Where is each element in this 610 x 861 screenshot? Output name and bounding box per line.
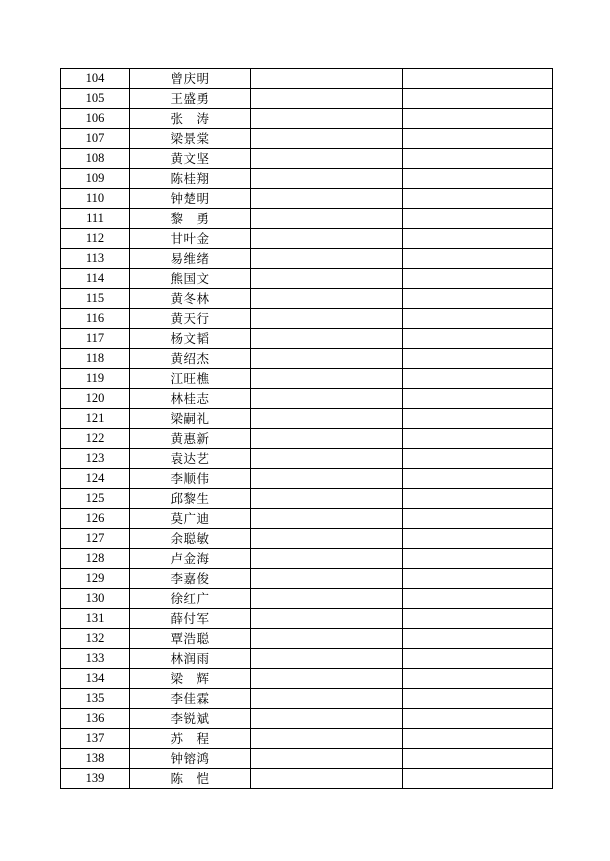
cell-blank-fourth <box>403 649 553 669</box>
cell-blank-third <box>251 269 403 289</box>
cell-blank-fourth <box>403 669 553 689</box>
cell-name: 易维绪 <box>130 249 251 269</box>
cell-sequence-number: 122 <box>61 429 130 449</box>
cell-blank-third <box>251 89 403 109</box>
table-row <box>61 509 553 529</box>
cell-name: 黄文坚 <box>130 149 251 169</box>
cell-name: 熊国文 <box>130 269 251 289</box>
table-row <box>61 89 553 109</box>
cell-name: 梁 辉 <box>130 669 251 689</box>
table-row <box>61 289 553 309</box>
cell-name: 林润雨 <box>130 649 251 669</box>
table-row <box>61 169 553 189</box>
cell-name: 梁景棠 <box>130 129 251 149</box>
table-row <box>61 409 553 429</box>
cell-blank-fourth <box>403 189 553 209</box>
table-row <box>61 69 553 89</box>
cell-sequence-number: 123 <box>61 449 130 469</box>
cell-blank-third <box>251 169 403 189</box>
cell-blank-third <box>251 609 403 629</box>
cell-sequence-number: 131 <box>61 609 130 629</box>
cell-sequence-number: 120 <box>61 389 130 409</box>
cell-sequence-number: 139 <box>61 769 130 789</box>
cell-blank-fourth <box>403 589 553 609</box>
cell-name: 钟镕鸿 <box>130 749 251 769</box>
cell-sequence-number: 117 <box>61 329 130 349</box>
table-row <box>61 229 553 249</box>
cell-blank-fourth <box>403 129 553 149</box>
cell-blank-third <box>251 569 403 589</box>
cell-sequence-number: 135 <box>61 689 130 709</box>
cell-name: 曾庆明 <box>130 69 251 89</box>
cell-sequence-number: 134 <box>61 669 130 689</box>
cell-name: 陈 恺 <box>130 769 251 789</box>
cell-name: 张 涛 <box>130 109 251 129</box>
cell-sequence-number: 106 <box>61 109 130 129</box>
cell-blank-fourth <box>403 569 553 589</box>
cell-sequence-number: 138 <box>61 749 130 769</box>
cell-name: 甘叶金 <box>130 229 251 249</box>
cell-blank-fourth <box>403 429 553 449</box>
cell-blank-fourth <box>403 609 553 629</box>
cell-blank-third <box>251 689 403 709</box>
cell-sequence-number: 105 <box>61 89 130 109</box>
cell-name: 覃浩聪 <box>130 629 251 649</box>
cell-blank-third <box>251 369 403 389</box>
cell-blank-fourth <box>403 169 553 189</box>
table-row <box>61 269 553 289</box>
cell-blank-fourth <box>403 329 553 349</box>
table-row <box>61 249 553 269</box>
cell-blank-fourth <box>403 89 553 109</box>
cell-sequence-number: 132 <box>61 629 130 649</box>
cell-blank-fourth <box>403 509 553 529</box>
cell-blank-third <box>251 409 403 429</box>
cell-blank-third <box>251 329 403 349</box>
cell-sequence-number: 116 <box>61 309 130 329</box>
cell-sequence-number: 130 <box>61 589 130 609</box>
cell-blank-third <box>251 249 403 269</box>
cell-blank-fourth <box>403 489 553 509</box>
cell-sequence-number: 124 <box>61 469 130 489</box>
cell-blank-third <box>251 649 403 669</box>
cell-name: 李嘉俊 <box>130 569 251 589</box>
cell-blank-third <box>251 629 403 649</box>
cell-sequence-number: 133 <box>61 649 130 669</box>
cell-sequence-number: 109 <box>61 169 130 189</box>
cell-name: 陈桂翔 <box>130 169 251 189</box>
table-row <box>61 609 553 629</box>
cell-blank-third <box>251 229 403 249</box>
cell-sequence-number: 126 <box>61 509 130 529</box>
table-row <box>61 149 553 169</box>
cell-name: 李佳霖 <box>130 689 251 709</box>
cell-blank-fourth <box>403 249 553 269</box>
roster-table-body <box>61 69 553 789</box>
cell-sequence-number: 107 <box>61 129 130 149</box>
cell-blank-third <box>251 209 403 229</box>
cell-name: 李锐斌 <box>130 709 251 729</box>
cell-sequence-number: 111 <box>61 209 130 229</box>
table-row <box>61 769 553 789</box>
cell-sequence-number: 112 <box>61 229 130 249</box>
cell-blank-third <box>251 189 403 209</box>
table-row <box>61 429 553 449</box>
cell-name: 杨文韬 <box>130 329 251 349</box>
cell-blank-third <box>251 429 403 449</box>
cell-blank-fourth <box>403 729 553 749</box>
cell-sequence-number: 114 <box>61 269 130 289</box>
cell-blank-third <box>251 289 403 309</box>
cell-blank-third <box>251 349 403 369</box>
cell-blank-third <box>251 129 403 149</box>
cell-sequence-number: 136 <box>61 709 130 729</box>
cell-blank-fourth <box>403 769 553 789</box>
cell-blank-third <box>251 549 403 569</box>
cell-blank-fourth <box>403 629 553 649</box>
table-row <box>61 209 553 229</box>
cell-sequence-number: 137 <box>61 729 130 749</box>
cell-blank-third <box>251 769 403 789</box>
cell-name: 徐红广 <box>130 589 251 609</box>
roster-table-container <box>60 68 550 789</box>
cell-blank-third <box>251 469 403 489</box>
cell-sequence-number: 104 <box>61 69 130 89</box>
table-row <box>61 709 553 729</box>
cell-blank-fourth <box>403 689 553 709</box>
table-row <box>61 669 553 689</box>
cell-blank-fourth <box>403 209 553 229</box>
cell-name: 林桂志 <box>130 389 251 409</box>
cell-blank-fourth <box>403 69 553 89</box>
cell-blank-third <box>251 309 403 329</box>
cell-blank-fourth <box>403 349 553 369</box>
cell-name: 薛付军 <box>130 609 251 629</box>
cell-sequence-number: 115 <box>61 289 130 309</box>
table-row <box>61 549 553 569</box>
cell-blank-fourth <box>403 269 553 289</box>
cell-blank-third <box>251 729 403 749</box>
cell-sequence-number: 129 <box>61 569 130 589</box>
table-row <box>61 729 553 749</box>
table-row <box>61 369 553 389</box>
cell-blank-fourth <box>403 709 553 729</box>
cell-name: 黄绍杰 <box>130 349 251 369</box>
table-row <box>61 349 553 369</box>
cell-name: 邱黎生 <box>130 489 251 509</box>
cell-name: 黎 勇 <box>130 209 251 229</box>
cell-blank-third <box>251 489 403 509</box>
cell-name: 黄惠新 <box>130 429 251 449</box>
cell-name: 莫广迪 <box>130 509 251 529</box>
cell-blank-third <box>251 669 403 689</box>
roster-table <box>60 68 553 789</box>
cell-name: 黄天行 <box>130 309 251 329</box>
cell-sequence-number: 125 <box>61 489 130 509</box>
cell-blank-fourth <box>403 369 553 389</box>
cell-name: 李顺伟 <box>130 469 251 489</box>
cell-name: 梁嗣礼 <box>130 409 251 429</box>
cell-sequence-number: 113 <box>61 249 130 269</box>
cell-name: 袁达艺 <box>130 449 251 469</box>
cell-blank-third <box>251 509 403 529</box>
table-row <box>61 109 553 129</box>
cell-blank-fourth <box>403 449 553 469</box>
cell-name: 钟楚明 <box>130 189 251 209</box>
cell-blank-third <box>251 69 403 89</box>
cell-name: 黄冬林 <box>130 289 251 309</box>
table-row <box>61 449 553 469</box>
table-row <box>61 489 553 509</box>
cell-blank-fourth <box>403 149 553 169</box>
cell-blank-fourth <box>403 389 553 409</box>
cell-blank-fourth <box>403 749 553 769</box>
cell-blank-fourth <box>403 309 553 329</box>
table-row <box>61 689 553 709</box>
cell-blank-third <box>251 749 403 769</box>
cell-blank-third <box>251 389 403 409</box>
cell-sequence-number: 127 <box>61 529 130 549</box>
table-row <box>61 309 553 329</box>
cell-blank-fourth <box>403 109 553 129</box>
cell-name: 苏 程 <box>130 729 251 749</box>
cell-blank-third <box>251 149 403 169</box>
table-row <box>61 749 553 769</box>
cell-sequence-number: 110 <box>61 189 130 209</box>
cell-blank-third <box>251 449 403 469</box>
cell-sequence-number: 121 <box>61 409 130 429</box>
cell-sequence-number: 128 <box>61 549 130 569</box>
cell-name: 卢金海 <box>130 549 251 569</box>
cell-blank-fourth <box>403 229 553 249</box>
cell-blank-fourth <box>403 409 553 429</box>
cell-blank-fourth <box>403 469 553 489</box>
cell-name: 王盛勇 <box>130 89 251 109</box>
table-row <box>61 649 553 669</box>
cell-blank-fourth <box>403 529 553 549</box>
cell-blank-third <box>251 709 403 729</box>
table-row <box>61 389 553 409</box>
table-row <box>61 569 553 589</box>
cell-blank-third <box>251 109 403 129</box>
table-row <box>61 189 553 209</box>
table-row <box>61 529 553 549</box>
cell-sequence-number: 108 <box>61 149 130 169</box>
table-row <box>61 129 553 149</box>
cell-blank-fourth <box>403 289 553 309</box>
cell-blank-third <box>251 529 403 549</box>
table-row <box>61 629 553 649</box>
cell-name: 余聪敏 <box>130 529 251 549</box>
cell-name: 江旺樵 <box>130 369 251 389</box>
cell-blank-third <box>251 589 403 609</box>
cell-sequence-number: 118 <box>61 349 130 369</box>
cell-blank-fourth <box>403 549 553 569</box>
table-row <box>61 469 553 489</box>
table-row <box>61 589 553 609</box>
cell-sequence-number: 119 <box>61 369 130 389</box>
table-row <box>61 329 553 349</box>
